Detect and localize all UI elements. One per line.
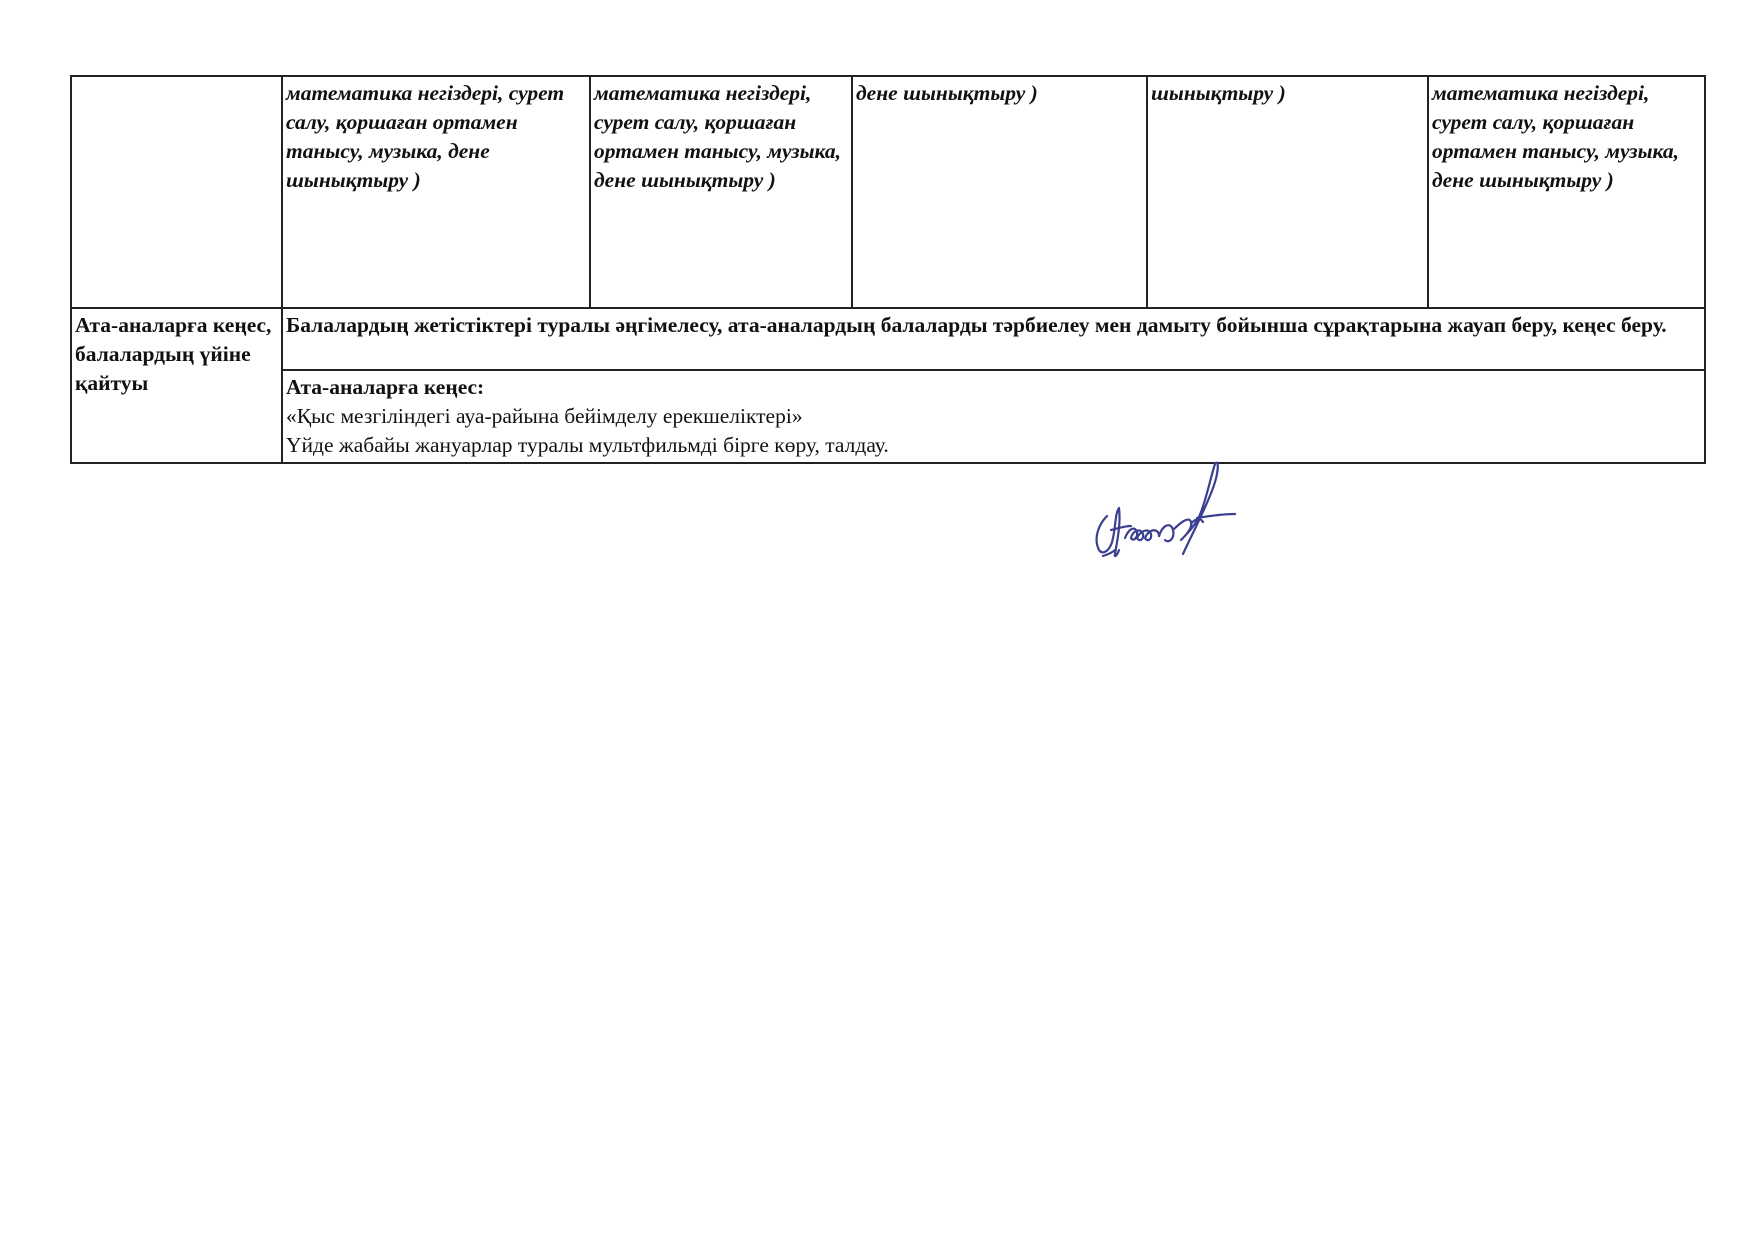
table-cell-subjects: математика негіздері, сурет салу, қоршаған ортамен танысу, музыка, дене шынықтыру ) (590, 76, 852, 308)
plan-table (70, 75, 1706, 464)
plan-sheet (70, 75, 1704, 464)
table-row (71, 370, 1705, 463)
advice-title: Ата-аналарға кеңес: (286, 375, 485, 399)
table-cell-empty (71, 76, 282, 308)
table-row (71, 76, 1705, 308)
table-cell-subjects: математика негіздері, сурет салу, қоршаған ортамен танысу, музыка, дене шынықтыру ) (1428, 76, 1705, 308)
table-row (71, 308, 1705, 370)
handwritten-signature-image (1085, 458, 1285, 588)
signature-strokes (1097, 463, 1235, 556)
parents-section-label: Ата-аналарға кеңес, балалардың үйіне қайтуы (71, 308, 282, 463)
parents-advice-cell (282, 370, 1705, 463)
table-cell-subjects: математика негіздері, сурет салу, қоршаған ортамен танысу, музыка, дене шынықтыру ) (282, 76, 590, 308)
advice-topic: «Қыс мезгіліндегі ауа-райына бейімделу ерекшеліктері» (286, 404, 803, 428)
table-cell-subjects: дене шынықтыру ) (852, 76, 1147, 308)
parents-talk-text: Балалардың жетістіктері туралы әңгімелесу, ата-аналардың балаларды тәрбиелеу мен дамыту бойынша сұрақтарына жауап беру, кеңес беру. (282, 308, 1705, 370)
advice-activity: Үйде жабайы жануарлар туралы мультфильмді бірге көру, талдау. (286, 433, 889, 457)
table-cell-subjects: шынықтыру ) (1147, 76, 1428, 308)
